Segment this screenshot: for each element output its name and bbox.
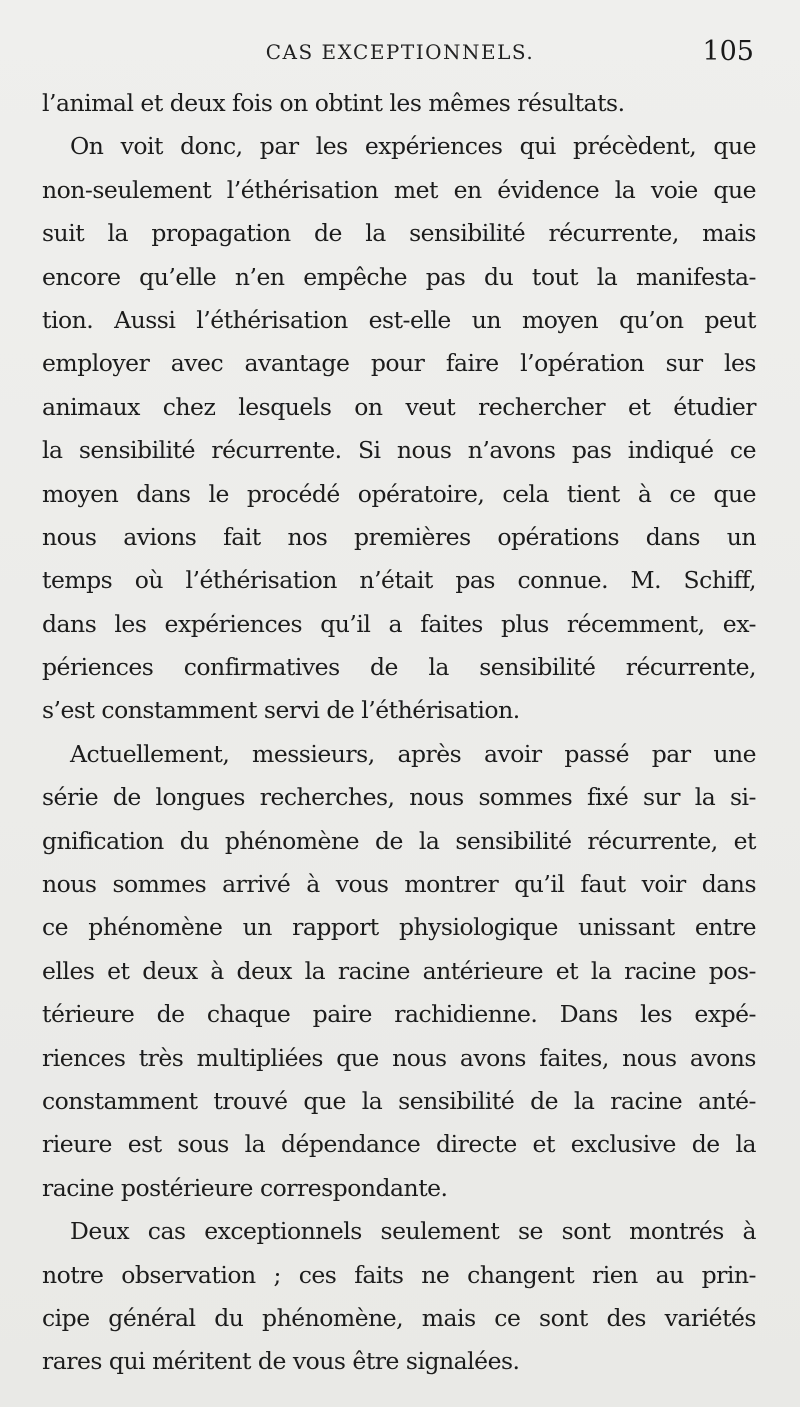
text-line: dans les expériences qu’il a faites plus récemment, ex- <box>42 609 756 638</box>
text-line: rieure est sous la dépendance directe et exclusive de la <box>42 1130 756 1159</box>
text-line: série de longues recherches, nous sommes fixé sur la si- <box>42 783 756 812</box>
text-line: suit la propagation de la sensibilité récurrente, mais <box>42 219 756 248</box>
running-head <box>42 36 758 68</box>
text-line: Actuellement, messieurs, après avoir passé par une <box>70 739 756 768</box>
paragraph-4 <box>42 1210 756 1384</box>
paragraph-1 <box>42 82 756 125</box>
text-line: moyen dans le procédé opératoire, cela tient à ce que <box>42 479 756 508</box>
text-line: s’est constamment servi de l’éthérisation. <box>42 696 520 725</box>
text-line: cipe général du phénomène, mais ce sont des variétés <box>42 1303 756 1332</box>
text-line: nous avions fait nos premières opérations dans un <box>42 522 756 551</box>
text-line: employer avec avantage pour faire l’opération sur les <box>42 349 756 378</box>
text-line: temps où l’éthérisation n’était pas connue. M. Schiff, <box>42 566 756 595</box>
text-line: animaux chez lesquels on veut rechercher et étudier <box>42 392 756 421</box>
text-line: rares qui méritent de vous être signalées. <box>42 1347 520 1376</box>
running-title: CAS EXCEPTIONNELS. <box>265 40 535 64</box>
text-line: elles et deux à deux la racine antérieure et la racine pos- <box>42 956 756 985</box>
text-line: encore qu’elle n’en empêche pas du tout la manifesta- <box>42 262 756 291</box>
text-line: non-seulement l’éthérisation met en évidence la voie que <box>42 175 756 204</box>
text-line: notre observation ; ces faits ne changent rien au prin- <box>42 1260 756 1289</box>
text-line: ce phénomène un rapport physiologique unissant entre <box>42 913 756 942</box>
text-line: On voit donc, par les expériences qui précèdent, que <box>70 132 756 161</box>
text-line: nous sommes arrivé à vous montrer qu’il faut voir dans <box>42 870 756 899</box>
text-line: l’animal et deux fois on obtint les mêmes résultats. <box>42 89 625 117</box>
text-line: la sensibilité récurrente. Si nous n’avons pas indiqué ce <box>42 436 756 465</box>
page-number: 105 <box>702 36 754 67</box>
text-line: térieure de chaque paire rachidienne. Dans les expé- <box>42 1000 756 1029</box>
text-line: Deux cas exceptionnels seulement se sont montrés à <box>70 1217 756 1246</box>
text-line: riences très multipliées que nous avons faites, nous avons <box>42 1043 756 1072</box>
text-line: périences confirmatives de la sensibilité récurrente, <box>42 653 756 682</box>
text-line: tion. Aussi l’éthérisation est-elle un moyen qu’on peut <box>42 305 756 334</box>
paragraph-2 <box>42 125 756 732</box>
page-body <box>42 82 756 1384</box>
text-line: gnification du phénomène de la sensibilité récurrente, et <box>42 826 756 855</box>
paragraph-3 <box>42 733 756 1210</box>
text-line: racine postérieure correspondante. <box>42 1173 448 1202</box>
text-line: constamment trouvé que la sensibilité de la racine anté- <box>42 1086 756 1115</box>
